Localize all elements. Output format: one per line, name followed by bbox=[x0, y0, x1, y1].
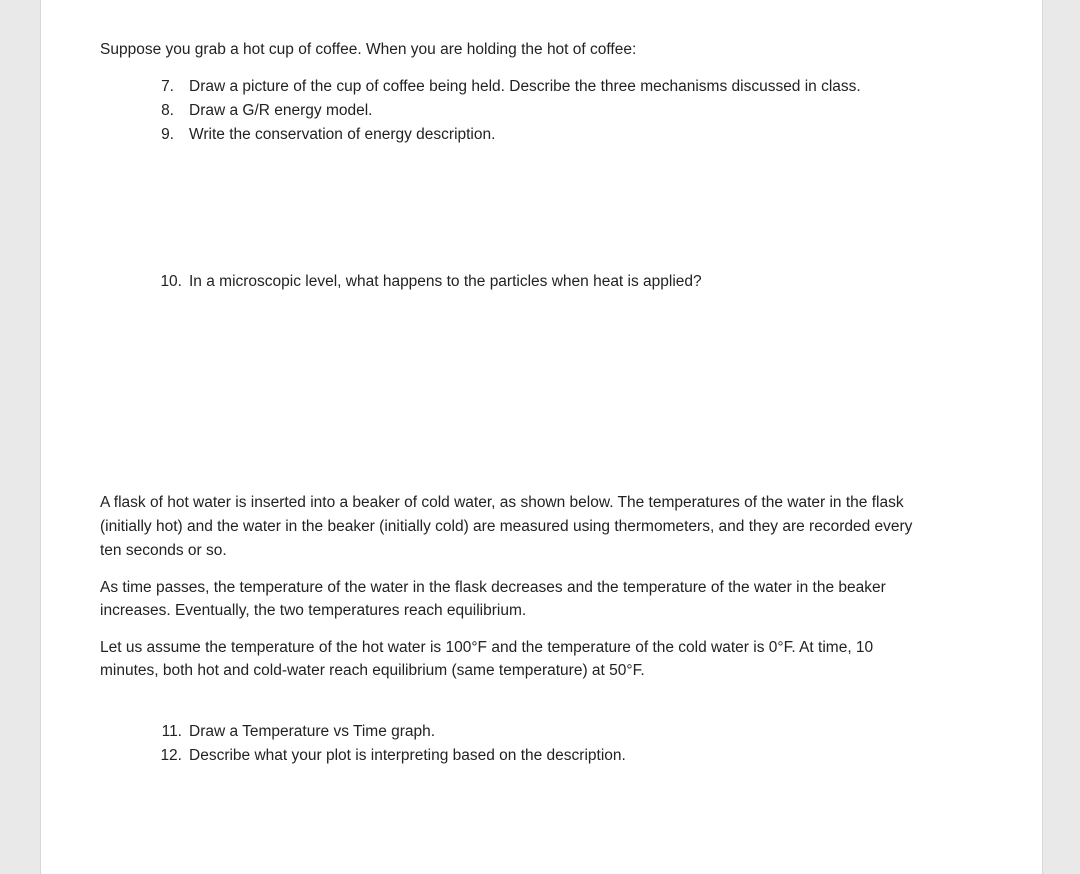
question-text: Draw a G/R energy model. bbox=[189, 102, 373, 119]
question-text: Write the conservation of energy description. bbox=[189, 126, 496, 143]
question-text: Describe what your plot is interpreting based on the description. bbox=[189, 747, 626, 764]
question-number: 9. bbox=[161, 126, 174, 143]
paragraph-line: (initially hot) and the water in the beaker (initially cold) are measured using thermometers, and they are recorded every bbox=[100, 518, 913, 535]
question-text: Draw a Temperature vs Time graph. bbox=[189, 723, 436, 740]
paragraph-line: As time passes, the temperature of the water in the flask decreases and the temperature of the water in the beaker bbox=[100, 579, 886, 596]
question-number: 8. bbox=[161, 102, 174, 119]
question-number: 12. bbox=[160, 747, 182, 764]
question-number: 11. bbox=[161, 723, 182, 740]
question-number: 7. bbox=[161, 78, 174, 95]
document-page bbox=[40, 0, 1043, 874]
intro-text: Suppose you grab a hot cup of coffee. When you are holding the hot of coffee: bbox=[100, 41, 637, 58]
paragraph-line: minutes, both hot and cold-water reach equilibrium (same temperature) at 50°F. bbox=[100, 662, 645, 679]
paragraph-line: Let us assume the temperature of the hot water is 100°F and the temperature of the cold water is 0°F. At time, 10 bbox=[100, 639, 874, 656]
question-text: In a microscopic level, what happens to the particles when heat is applied? bbox=[189, 273, 702, 290]
paragraph-line: ten seconds or so. bbox=[100, 542, 227, 559]
paragraph-line: A flask of hot water is inserted into a beaker of cold water, as shown below. The temperatures of the water in the flask bbox=[100, 494, 904, 511]
question-text: Draw a picture of the cup of coffee being held. Describe the three mechanisms discussed in class. bbox=[189, 78, 861, 95]
paragraph-line: increases. Eventually, the two temperatures reach equilibrium. bbox=[100, 602, 527, 619]
question-number: 10. bbox=[160, 273, 182, 290]
